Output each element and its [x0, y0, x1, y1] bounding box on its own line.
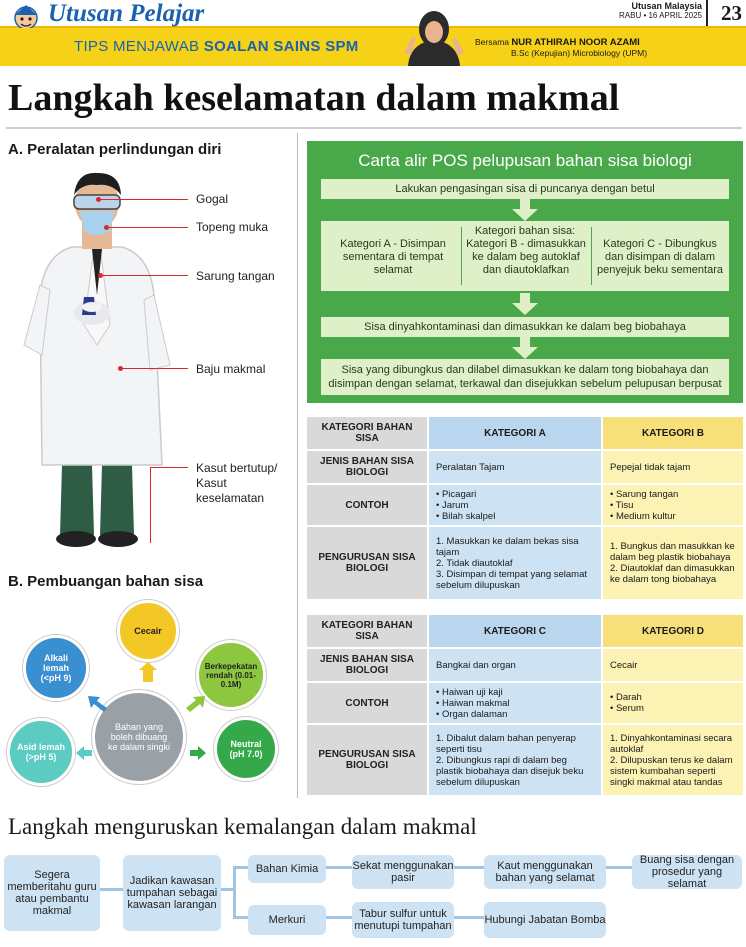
author-credential: B.Sc (Kepujian) Microbiology (UPM) — [511, 48, 648, 58]
connector — [233, 866, 236, 918]
table-header-cell: KATEGORI BAHAN SISA — [307, 417, 427, 449]
column-divider — [297, 133, 298, 798]
list-item: 2. Dibungkus rapi di dalam beg plastik biobahaya dan disejuk beku sebelum dilupuskan — [436, 754, 584, 788]
brand-logo: Utusan Pelajar — [48, 0, 205, 27]
row-label: PENGURUSAN SISA BIOLOGI — [307, 527, 427, 599]
table-row — [307, 417, 743, 449]
table-row — [307, 683, 743, 723]
table-cell — [429, 485, 601, 525]
table-row — [307, 649, 743, 681]
flow-divider-2 — [591, 227, 592, 285]
section-b-heading: B. Pembuangan bahan sisa — [8, 573, 204, 590]
table-row — [307, 485, 743, 525]
list-item: • Tisu — [610, 499, 634, 511]
connector — [325, 916, 353, 919]
row-label: CONTOH — [307, 683, 427, 723]
author-photo — [400, 7, 468, 66]
flow-cat-a: Kategori A - Disimpan sementara di tempat selamat — [340, 238, 446, 276]
accident-steps-title: Langkah menguruskan kemalangan dalam makmal — [8, 814, 477, 839]
list-item: 2. Diautoklaf dan dimasukkan ke dalam tong biobahaya — [610, 563, 735, 585]
table-row — [307, 451, 743, 483]
paper-info — [619, 1, 702, 21]
title-divider — [6, 127, 742, 129]
section-a-heading: A. Peralatan perlindungan diri — [8, 141, 222, 158]
list-item: • Haiwan makmal — [436, 697, 510, 709]
table-cell — [603, 485, 743, 525]
table-row — [307, 527, 743, 599]
paper-name: Utusan Malaysia — [631, 1, 702, 11]
list-item: • Haiwan uji kaji — [436, 686, 503, 698]
list-item: 1. Dibalut dalam bahan penyerap seperti tisu — [436, 732, 576, 755]
tips-heading — [74, 38, 359, 55]
node-asid: Asid lemah (>pH 5) — [7, 718, 75, 786]
flow-step-2-head: Kategori bahan sisa: — [474, 225, 576, 237]
list-item: 1. Masukkan ke dalam bekas sisa tajam — [436, 535, 579, 558]
row-label: PENGURUSAN SISA BIOLOGI — [307, 725, 427, 795]
table-cell: Pepejal tidak tajam — [603, 451, 743, 483]
flow-cat-b: Kategori B - dimasukkan ke dalam beg autoklaf dan diautoklafkan — [466, 238, 586, 276]
table-header-cell: KATEGORI C — [429, 615, 601, 647]
node-cecair: Cecair — [117, 600, 179, 662]
flow-step-3: Sisa dinyahkontaminasi dan dimasukkan ke dalam beg biobahaya — [321, 317, 729, 337]
goggles-leader — [100, 199, 188, 200]
table-cell — [603, 683, 743, 723]
list-item: • Jarum — [436, 499, 469, 511]
page-number: 23 — [706, 0, 742, 26]
connector — [453, 866, 485, 869]
flow-divider-1 — [461, 227, 462, 285]
step-call-fire-dept: Hubungi Jabatan Bomba — [484, 902, 606, 938]
node-neutral: Neutral (pH 7.0) — [214, 717, 278, 781]
node-kepekatan: Berkepekatan rendah (0.01-0.1M) — [196, 640, 266, 710]
connector — [98, 888, 124, 891]
step-notify-teacher: Segera memberitahu guru atau pembantu makmal — [4, 855, 100, 931]
table-cell — [429, 527, 601, 599]
row-label: JENIS BAHAN SISA BIOLOGI — [307, 649, 427, 681]
step-dispose-safe: Buang sisa dengan prosedur yang selamat — [632, 855, 742, 889]
flow-step-2 — [321, 221, 729, 291]
tips-light: TIPS MENJAWAB — [74, 38, 204, 55]
branch-chemical: Bahan Kimia — [248, 855, 326, 883]
author-prefix: Bersama — [475, 37, 510, 47]
table-cell — [603, 527, 743, 599]
page-title: Langkah keselamatan dalam makmal — [8, 77, 620, 119]
list-item: • Organ dalaman — [436, 708, 508, 720]
table-cell: Cecair — [603, 649, 743, 681]
list-item: • Serum — [610, 703, 644, 714]
list-item: 1. Dinyahkontaminasi secara autoklaf — [610, 732, 732, 755]
mask-leader — [108, 227, 188, 228]
label-goggles: Gogal — [196, 192, 229, 206]
connector — [453, 916, 485, 919]
table-cell: Bangkai dan organ — [429, 649, 601, 681]
flow-step-4: Sisa yang dibungkus dan dilabel dimasukkan ke dalam tong biobahaya dan disimpan dengan selamat, terkawal dan disejukkan sebelum pelupusan berpusat — [321, 359, 729, 395]
tips-bold: SOALAN SAINS SPM — [203, 38, 359, 55]
flow-cat-c: Kategori C - Dibungkus dan disimpan di dalam penyejuk beku sementara — [597, 238, 723, 276]
list-item: 1. Bungkus dan masukkan ke dalam beg plastik biobahaya — [610, 541, 735, 563]
list-item: • Bilah skalpel — [436, 510, 496, 522]
connector — [220, 888, 234, 891]
flow-arrow-3 — [512, 337, 538, 359]
table-header-cell: KATEGORI A — [429, 417, 601, 449]
flow-step-1: Lakukan pengasingan sisa di puncanya dengan betul — [321, 179, 729, 199]
connector — [233, 916, 249, 919]
flow-arrow-2 — [512, 293, 538, 315]
step-restrict-area: Jadikan kawasan tumpahan sebagai kawasan larangan — [123, 855, 221, 931]
row-label: JENIS BAHAN SISA BIOLOGI — [307, 451, 427, 483]
shoes-leader-top — [150, 467, 188, 468]
connector — [233, 866, 249, 869]
list-item: • Darah — [610, 692, 642, 703]
label-coat: Baju makmal — [196, 362, 266, 376]
branch-mercury: Merkuri — [248, 905, 326, 935]
table-row — [307, 615, 743, 647]
label-shoes: Kasut bertutup/ Kasut keselamatan — [196, 461, 278, 505]
gloves-leader — [102, 275, 188, 276]
label-gloves: Sarung tangan — [196, 269, 275, 283]
flow-arrow-1 — [512, 199, 538, 221]
table-cell: Peralatan Tajam — [429, 451, 601, 483]
issue-date: RABU • 16 APRIL 2025 — [619, 11, 702, 20]
sink-center-node: Bahan yang boleh dibuang ke dalam singki — [92, 690, 186, 784]
node-alkali: Alkali lemah (<pH 9) — [23, 635, 89, 701]
table-cell — [429, 725, 601, 795]
list-item: • Picagari — [436, 488, 477, 500]
coat-leader — [122, 368, 188, 369]
step-sprinkle-sulfur: Tabur sulfur untuk menutupi tumpahan — [352, 902, 454, 938]
waste-table-ab — [305, 415, 745, 601]
table-cell — [603, 725, 743, 795]
disposal-arrows — [0, 600, 297, 800]
list-item: • Medium kultur — [610, 510, 676, 522]
flowchart-title: Carta alir POS pelupusan bahan sisa biologi — [358, 151, 692, 170]
step-block-sand: Sekat menggunakan pasir — [352, 855, 454, 889]
author-credit — [475, 37, 647, 59]
list-item: 2. Tidak diautoklaf — [436, 557, 513, 569]
waste-table-cd — [305, 613, 745, 797]
connector — [325, 866, 353, 869]
list-item: 3. Disimpan di tempat yang selamat sebelum dilupuskan — [436, 568, 588, 591]
table-cell — [429, 683, 601, 723]
row-label: CONTOH — [307, 485, 427, 525]
author-name: NUR ATHIRAH NOOR AZAMI — [511, 37, 640, 48]
shoes-leader-vertical — [150, 467, 151, 543]
flowchart-panel — [307, 141, 743, 403]
table-header-cell: KATEGORI D — [603, 615, 743, 647]
table-header-cell: KATEGORI BAHAN SISA — [307, 615, 427, 647]
connector — [605, 866, 633, 869]
table-row — [307, 725, 743, 795]
step-scoop-safe: Kaut menggunakan bahan yang selamat — [484, 855, 606, 889]
list-item: 2. Dilupuskan terus ke dalam sistem kumbahan seperti singki makmal atau tandas — [610, 754, 733, 788]
label-mask: Topeng muka — [196, 220, 269, 234]
list-item: • Sarung tangan — [610, 488, 679, 500]
table-header-cell: KATEGORI B — [603, 417, 743, 449]
